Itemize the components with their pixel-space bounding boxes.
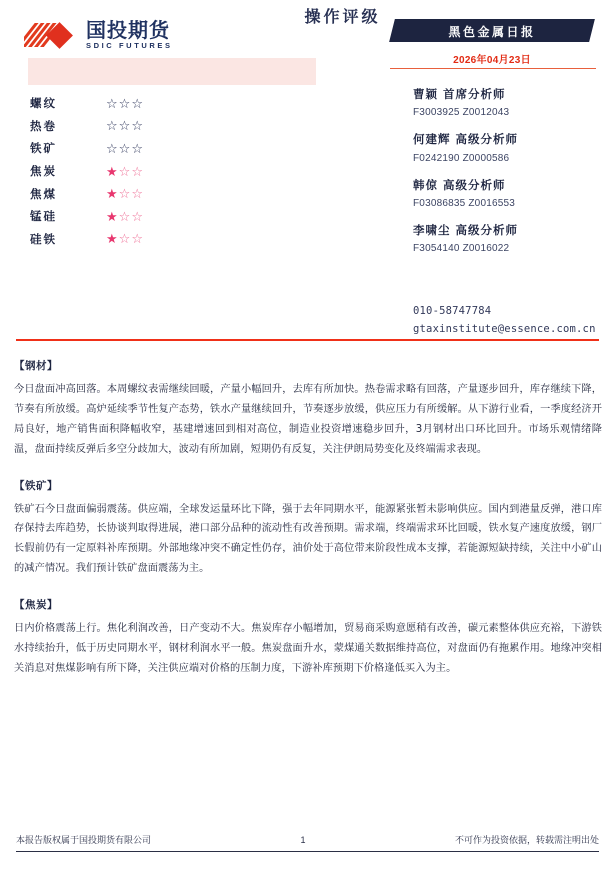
star-empty-icon: ☆ [118, 186, 132, 202]
section-body-text: 铁矿石今日盘面偏弱震荡。供应端，全球发运量环比下降，强于去年同期水平，能源紧张暂未影响供应。国内到港量反弹，港口库存保持去库趋势，长协谈判取得进展，港口部分品种的流动性有改善预期。需求端，终端需求环比回暖，铁水复产速度放缓，钢厂长假前仍有一定原料补库预期。外部地缘冲突不确定性仍存，油价处于高位带来阶段性成本支撑，若能源短缺持续，关注中小矿山的减产情况。我们预计铁矿盘面震荡为主。 [14, 503, 602, 575]
rating-stars [106, 165, 144, 178]
rating-commodity-name: 锰硅 [30, 209, 57, 224]
analyst-list [413, 86, 613, 267]
analyst-name: 韩倞 高级分析师 [413, 177, 506, 192]
rating-row [28, 137, 228, 160]
analyst-entry [413, 131, 613, 167]
header-divider [16, 339, 599, 341]
rating-row [28, 205, 228, 228]
section-body-text: 今日盘面冲高回落。本周螺纹表需继续回暖，产量小幅回升，去库有所加快。热卷需求略有回落，产量逐步回升，库存继续下降，节奏有所放缓。高炉延续季节性复产态势，铁水产量继续回升，节奏逐步放缓，供应压力有所缓解。从下游行业看，一季度经济开局良好，地产销售面积降幅收窄，基建增速回到相对高位，制造业投资增速稳步回升，3月钢材出口环比回升。市场乐观情绪降温，盘面持续反弹后多空分歧加大，波动有所加剧，短期仍有反复，关注伊朗局势变化及终端需求表现。 [14, 384, 602, 455]
footer-divider [16, 851, 599, 852]
star-empty-icon: ☆ [118, 208, 132, 224]
star-filled-icon: ★ [106, 231, 119, 247]
logo-chinese-name: 国投期货 [86, 18, 170, 43]
star-empty-icon: ☆ [131, 231, 144, 247]
section-heading: 【铁矿】 [14, 479, 58, 492]
rating-stars [106, 187, 144, 200]
analyst-license-codes: F3054140 Z0016022 [413, 243, 510, 254]
star-empty-icon: ☆ [131, 208, 144, 224]
analyst-name: 何建辉 高级分析师 [413, 132, 519, 147]
rating-row [28, 115, 228, 138]
footer-copyright: 本报告版权属于国投期货有限公司 [16, 836, 152, 846]
section-body-text: 日内价格震荡上行。焦化利润改善，日产变动不大。焦炭库存小幅增加，贸易商采购意愿稍有改善，碳元素整体供应充裕，下游铁水持续抬升，低于历史同期水平，钢材利润水平一般。焦炭盘面升水，蒙煤通关数据维持高位，对盘面仍有拖累作用。地缘冲突相关消息对焦煤影响有所下降，关注供应端对价格的压制力度，下游补库预期下价格逢低买入为主。 [14, 623, 602, 674]
rating-row [28, 228, 228, 251]
rating-table [28, 92, 228, 250]
star-filled-icon: ★ [106, 208, 119, 224]
analyst-entry [413, 86, 613, 122]
rating-stars [106, 97, 144, 110]
rating-commodity-name: 焦煤 [30, 186, 57, 201]
rating-commodity-name: 硅铁 [30, 231, 57, 246]
star-empty-icon: ☆ [118, 140, 132, 156]
rating-stars [106, 210, 144, 223]
star-empty-icon: ☆ [106, 140, 119, 156]
star-filled-icon: ★ [106, 163, 119, 179]
report-section [14, 478, 602, 580]
analyst-entry [413, 177, 613, 213]
contact-phone: 010-58747784 [413, 305, 492, 317]
contact-email: gtaxinstitute@essence.com.cn [413, 323, 596, 336]
analyst-entry [413, 222, 613, 258]
logo-english-name: SDIC FUTURES [86, 41, 173, 51]
report-section [14, 358, 602, 460]
section-heading: 【钢材】 [14, 360, 58, 372]
report-section [14, 597, 602, 679]
rating-commodity-name: 热卷 [30, 118, 57, 133]
analyst-license-codes: F0242190 Z0000586 [413, 152, 510, 164]
footer-disclaimer: 不可作为投资依据，转载需注明出处 [454, 836, 599, 846]
star-filled-icon: ★ [106, 186, 119, 202]
star-empty-icon: ☆ [118, 95, 132, 111]
star-empty-icon: ☆ [118, 118, 132, 134]
footer-page-number: 1 [300, 834, 306, 845]
rating-stars [106, 232, 144, 245]
page-footer [16, 833, 599, 846]
contact-block [413, 302, 613, 339]
rating-commodity-name: 焦炭 [30, 164, 57, 179]
analyst-name: 曹颖 首席分析师 [413, 87, 506, 101]
rating-commodity-name: 铁矿 [30, 141, 57, 156]
rating-commodity-name: 螺纹 [30, 96, 57, 111]
star-empty-icon: ☆ [118, 163, 132, 179]
report-body [14, 358, 602, 697]
report-date: 2026年04月23日 [453, 55, 531, 66]
analyst-license-codes: F3003925 Z0012043 [413, 107, 510, 119]
section-heading: 【焦炭】 [14, 599, 58, 612]
star-empty-icon: ☆ [131, 186, 144, 202]
star-empty-icon: ☆ [118, 231, 132, 247]
star-empty-icon: ☆ [106, 95, 119, 111]
star-empty-icon: ☆ [131, 95, 144, 111]
star-empty-icon: ☆ [131, 163, 144, 179]
star-empty-icon: ☆ [131, 118, 144, 134]
report-banner-title: 黑色金属日报 [448, 25, 536, 39]
rating-row [28, 182, 228, 205]
rating-stars [106, 119, 144, 132]
star-empty-icon: ☆ [131, 140, 144, 156]
date-divider [390, 68, 596, 69]
analyst-license-codes: F03086835 Z0016553 [413, 197, 516, 209]
rating-title-background [28, 58, 316, 85]
star-empty-icon: ☆ [106, 118, 119, 134]
rating-row [28, 92, 228, 115]
report-header [0, 0, 615, 345]
rating-panel-title: 操作评级 [304, 7, 381, 26]
rating-stars [106, 142, 144, 155]
analyst-name: 李啸尘 高级分析师 [413, 222, 519, 237]
rating-row [28, 160, 228, 183]
